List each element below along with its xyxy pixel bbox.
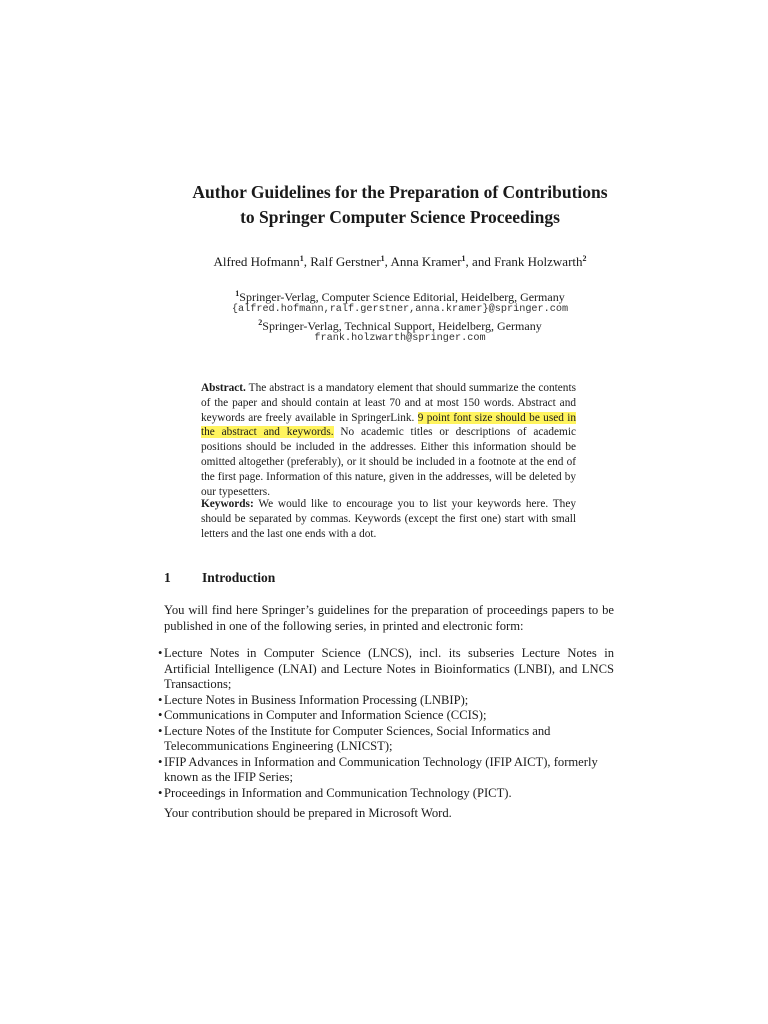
- author-name: Alfred Hofmann: [213, 254, 300, 269]
- series-list: [158, 646, 614, 801]
- affiliation-1-email: {alfred.hofmann,ralf.gerstner,anna.kramer}@springer.com: [231, 304, 569, 315]
- abstract-highlight: 9 point font size should be used in the abstract and keywords.: [201, 411, 577, 439]
- title-line-2: to Springer Computer Science Proceedings: [240, 207, 560, 227]
- closing-paragraph: Your contribution should be prepared in Microsoft Word.: [164, 806, 452, 820]
- section-number: 1: [164, 570, 171, 585]
- author-affiliation-mark: 2: [582, 254, 587, 263]
- author-affiliation-mark: 1: [299, 254, 304, 263]
- section-heading: [164, 570, 275, 586]
- keywords-label: Keywords:: [201, 498, 254, 510]
- list-item: • IFIP Advances in Information and Communication Technology (IFIP AICT), formerly known as the IFIP Series;: [158, 754, 598, 784]
- abstract-text: The abstract is a mandatory element that should summarize the contents of the paper and should contain at least 70 and at most 150 words. Abstract and keywords are freely available in SpringerLink.: [201, 382, 576, 424]
- author-affiliation-mark: 1: [461, 254, 466, 263]
- abstract-label: Abstract.: [201, 382, 246, 394]
- affiliation-2: [150, 319, 650, 334]
- keywords-text: We would like to encourage you to list your keywords here. They should be separated by commas. Keywords (except the first one) start with small letters and the last one ends with a dot.: [201, 498, 576, 540]
- list-item: • Communications in Computer and Information Science (CCIS);: [158, 708, 487, 722]
- title-line-1: Author Guidelines for the Preparation of Contributions: [192, 182, 608, 202]
- author-name: , and Frank Holzwarth: [465, 254, 583, 269]
- abstract: [201, 381, 576, 499]
- affiliation-2-email: frank.holzwarth@springer.com: [314, 333, 486, 344]
- intro-paragraph: You will find here Springer’s guidelines for the preparation of proceedings papers to be published in one of the following series, in printed and electronic form:: [164, 603, 614, 633]
- section-title: Introduction: [202, 570, 276, 585]
- affiliation-mark: 1: [235, 289, 240, 298]
- author-affiliation-mark: 1: [380, 254, 385, 263]
- list-item: • Proceedings in Information and Communication Technology (PICT).: [158, 785, 512, 800]
- affiliation-text: Springer-Verlag, Computer Science Editorial, Heidelberg, Germany: [239, 290, 565, 304]
- affiliation-mark: 2: [258, 318, 263, 327]
- list-item: • Lecture Notes of the Institute for Computer Sciences, Social Informatics and Telecommunications Engineering (LNICST);: [158, 723, 551, 753]
- affiliation-text: Springer-Verlag, Technical Support, Heidelberg, Germany: [262, 319, 542, 333]
- list-item: • Lecture Notes in Business Information Processing (LNBIP);: [158, 692, 469, 707]
- list-item: • Lecture Notes in Computer Science (LNCS), incl. its subseries Lecture Notes in Artificial Intelligence (LNAI) and Lecture Notes in Bioinformatics (LNBI), and LNCS Transactions;: [158, 646, 614, 691]
- abstract-text-continued: No academic titles or descriptions of academic positions should be included in the addresses. Either this information should be omitted altogether (preferably), or it should be included in a footnote at the end of the first page. Information of this nature, given in the addresses, will be deleted by our typesetters.: [201, 426, 576, 498]
- paper-title: [150, 180, 650, 230]
- author-name: , Anna Kramer: [384, 254, 462, 269]
- author-name: , Ralf Gerstner: [303, 254, 381, 269]
- affiliation-1: [150, 290, 650, 305]
- keywords: [201, 497, 576, 541]
- author-list: [150, 254, 650, 270]
